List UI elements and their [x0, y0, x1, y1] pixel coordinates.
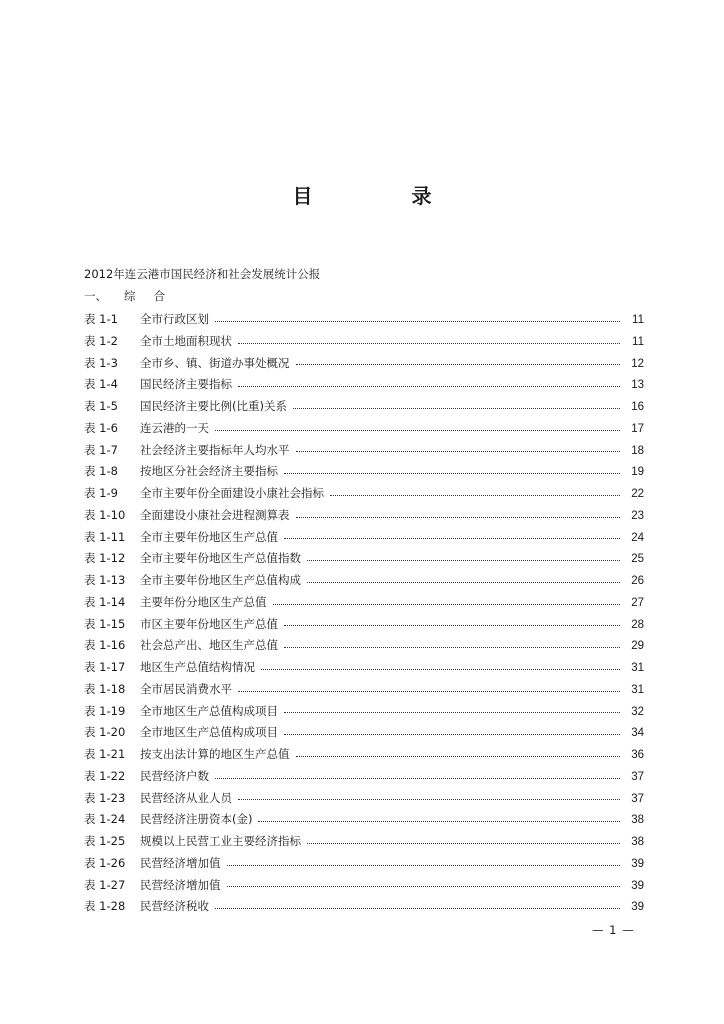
toc-table-number: 表 1-19 [84, 703, 126, 718]
toc-dot-leader [296, 450, 621, 452]
toc-table-name: 民营经济户数 [140, 768, 209, 783]
toc-table-number: 表 1-24 [84, 812, 126, 827]
toc-table-number: 表 1-22 [84, 768, 126, 783]
toc-table-number: 表 1-10 [84, 507, 126, 522]
toc-page-number: 13 [631, 379, 644, 392]
toc-table-number: 表 1-28 [84, 899, 126, 914]
toc-table-name: 社会总产出、地区生产总值 [140, 638, 278, 653]
toc-entry[interactable] [84, 418, 644, 440]
toc-entry[interactable] [84, 505, 644, 527]
toc-entry[interactable] [84, 875, 644, 897]
toc-table-name: 全面建设小康社会进程测算表 [140, 507, 290, 522]
toc-table-number: 表 1-26 [84, 855, 126, 870]
toc-entry[interactable] [84, 657, 644, 679]
toc-table-name: 民营经济从业人员 [140, 790, 232, 805]
toc-page-number: 23 [631, 509, 644, 522]
toc-dot-leader [215, 777, 620, 779]
toc-entry[interactable] [84, 548, 644, 570]
toc-table-name: 全市主要年份地区生产总值 [140, 529, 278, 544]
toc-table-name: 全市主要年份地区生产总值构成 [140, 573, 301, 587]
toc-entry[interactable] [84, 722, 644, 744]
toc-entry[interactable] [84, 483, 644, 505]
toc-entry[interactable] [84, 788, 644, 810]
toc-page-number: 38 [631, 814, 644, 827]
toc-table-name: 全市乡、镇、街道办事处概况 [140, 355, 290, 370]
toc-entry[interactable] [84, 809, 644, 831]
toc-list [84, 309, 644, 918]
toc-table-number: 表 1-2 [84, 333, 118, 348]
toc-page-number: 37 [631, 770, 644, 783]
toc-dot-leader [284, 472, 620, 474]
toc-entry[interactable] [84, 353, 644, 375]
toc-table-name: 全市地区生产总值构成项目 [140, 725, 278, 740]
toc-page-number: 16 [631, 401, 644, 413]
page-number-footer: — 1 — [592, 923, 635, 937]
page-title: 目 录 [292, 184, 478, 208]
toc-table-name: 国民经济主要比例(比重)关系 [140, 399, 287, 413]
toc-entry[interactable] [84, 614, 644, 636]
toc-entry[interactable] [84, 440, 644, 462]
toc-table-name: 国民经济主要指标 [140, 377, 232, 392]
toc-dot-leader [296, 755, 621, 757]
toc-table-name: 全市主要年份地区生产总值指数 [140, 551, 301, 566]
toc-page-number: 32 [631, 705, 644, 718]
toc-table-name: 按地区分社会经济主要指标 [140, 464, 278, 479]
toc-page-number: 11 [632, 335, 644, 348]
toc-entry[interactable] [84, 679, 644, 701]
toc-table-name: 按支出法计算的地区生产总值 [140, 747, 290, 761]
toc-table-name: 主要年份分地区生产总值 [140, 594, 267, 609]
toc-page-number: 24 [631, 531, 644, 544]
toc-dot-leader [296, 516, 621, 518]
toc-table-number: 表 1-4 [84, 377, 118, 392]
toc-page-number: 36 [631, 749, 644, 761]
toc-page-number: 31 [631, 683, 644, 696]
toc-table-number: 表 1-14 [84, 594, 126, 609]
toc-table-number: 表 1-1 [84, 312, 118, 326]
toc-table-number: 表 1-21 [84, 747, 126, 761]
toc-page-number: 26 [631, 575, 644, 587]
section-heading [84, 287, 183, 305]
toc-table-number: 表 1-16 [84, 638, 126, 653]
toc-entry[interactable] [84, 853, 644, 875]
toc-dot-leader [273, 603, 621, 605]
toc-table-name: 全市行政区划 [140, 312, 209, 326]
toc-entry[interactable] [84, 527, 644, 549]
toc-dot-leader [284, 711, 620, 713]
toc-entry[interactable] [84, 331, 644, 353]
toc-page-number: 37 [631, 792, 644, 805]
toc-entry[interactable] [84, 396, 644, 418]
toc-table-name: 全市居民消费水平 [140, 681, 232, 696]
toc-entry[interactable] [84, 831, 644, 853]
toc-table-number: 表 1-6 [84, 420, 118, 435]
toc-table-name: 民营经济税收 [140, 899, 209, 914]
toc-table-number: 表 1-25 [84, 834, 126, 848]
toc-dot-leader [238, 690, 620, 692]
toc-table-name: 民营经济增加值 [140, 877, 221, 892]
toc-page-number: 22 [631, 488, 644, 500]
toc-table-name: 社会经济主要指标年人均水平 [140, 442, 290, 457]
toc-page-number: 19 [631, 466, 644, 479]
toc-page-number: 39 [631, 901, 644, 914]
toc-dot-leader [307, 842, 620, 844]
section-name: 综合 [124, 289, 183, 303]
toc-dot-leader [284, 646, 620, 648]
toc-entry[interactable] [84, 766, 644, 788]
toc-dot-leader [307, 581, 620, 583]
toc-dot-leader [330, 494, 620, 496]
toc-entry[interactable] [84, 461, 644, 483]
toc-dot-leader [227, 885, 621, 887]
toc-table-name: 市区主要年份地区生产总值 [140, 616, 278, 631]
toc-table-number: 表 1-12 [84, 551, 126, 566]
toc-page-number: 18 [631, 444, 644, 457]
toc-page-number: 17 [631, 422, 644, 435]
toc-page-number: 27 [631, 596, 644, 609]
toc-table-number: 表 1-11 [84, 529, 126, 544]
toc-table-number: 表 1-5 [84, 399, 118, 413]
toc-table-number: 表 1-20 [84, 725, 126, 740]
toc-page-number: 39 [631, 879, 644, 892]
toc-page-number: 12 [631, 357, 644, 370]
toc-table-number: 表 1-9 [84, 486, 118, 500]
toc-table-name: 民营经济注册资本(金) [140, 812, 253, 827]
toc-table-name: 全市土地面积现状 [140, 333, 232, 348]
toc-entry[interactable] [84, 635, 644, 657]
toc-table-number: 表 1-3 [84, 355, 118, 370]
toc-entry[interactable] [84, 896, 644, 918]
toc-table-name: 民营经济增加值 [140, 855, 221, 870]
section-number: 一、 [84, 289, 107, 303]
toc-table-name: 全市地区生产总值构成项目 [140, 703, 278, 718]
toc-entry[interactable] [84, 309, 644, 331]
toc-page-number: 11 [632, 314, 644, 326]
toc-dot-leader [284, 624, 620, 626]
toc-dot-leader [258, 820, 620, 822]
toc-dot-leader [238, 385, 620, 387]
toc-dot-leader [307, 559, 620, 561]
toc-entry[interactable] [84, 374, 644, 396]
toc-table-number: 表 1-17 [84, 660, 126, 674]
toc-page-number: 38 [631, 836, 644, 848]
toc-table-number: 表 1-15 [84, 616, 126, 631]
report-title-link[interactable]: 2012年连云港市国民经济和社会发展统计公报 [84, 267, 321, 281]
toc-table-name: 地区生产总值结构情况 [140, 660, 255, 674]
toc-page-number: 39 [631, 857, 644, 870]
toc-dot-leader [238, 342, 620, 344]
toc-table-number: 表 1-23 [84, 790, 126, 805]
toc-entry[interactable] [84, 592, 644, 614]
toc-dot-leader [284, 537, 620, 539]
toc-page-number: 25 [631, 553, 644, 566]
toc-entry[interactable] [84, 744, 644, 766]
toc-entry[interactable] [84, 701, 644, 723]
toc-table-number: 表 1-7 [84, 442, 118, 457]
toc-page-number: 34 [631, 727, 644, 740]
toc-table-number: 表 1-13 [84, 573, 126, 587]
toc-dot-leader [261, 668, 620, 670]
toc-page-number: 28 [631, 618, 644, 631]
toc-dot-leader [215, 320, 620, 322]
toc-dot-leader [296, 363, 621, 365]
toc-page-number: 31 [631, 662, 644, 674]
toc-table-number: 表 1-18 [84, 681, 126, 696]
toc-dot-leader [238, 798, 620, 800]
toc-dot-leader [284, 733, 620, 735]
toc-dot-leader [227, 864, 621, 866]
toc-page-number: 29 [631, 640, 644, 653]
toc-table-number: 表 1-27 [84, 877, 126, 892]
toc-table-name: 规模以上民营工业主要经济指标 [140, 834, 301, 848]
toc-table-name: 全市主要年份全面建设小康社会指标 [140, 486, 324, 500]
toc-dot-leader [293, 407, 620, 409]
toc-table-name: 连云港的一天 [140, 420, 209, 435]
toc-dot-leader [215, 429, 620, 431]
toc-dot-leader [215, 907, 620, 909]
toc-table-number: 表 1-8 [84, 464, 118, 479]
toc-entry[interactable] [84, 570, 644, 592]
